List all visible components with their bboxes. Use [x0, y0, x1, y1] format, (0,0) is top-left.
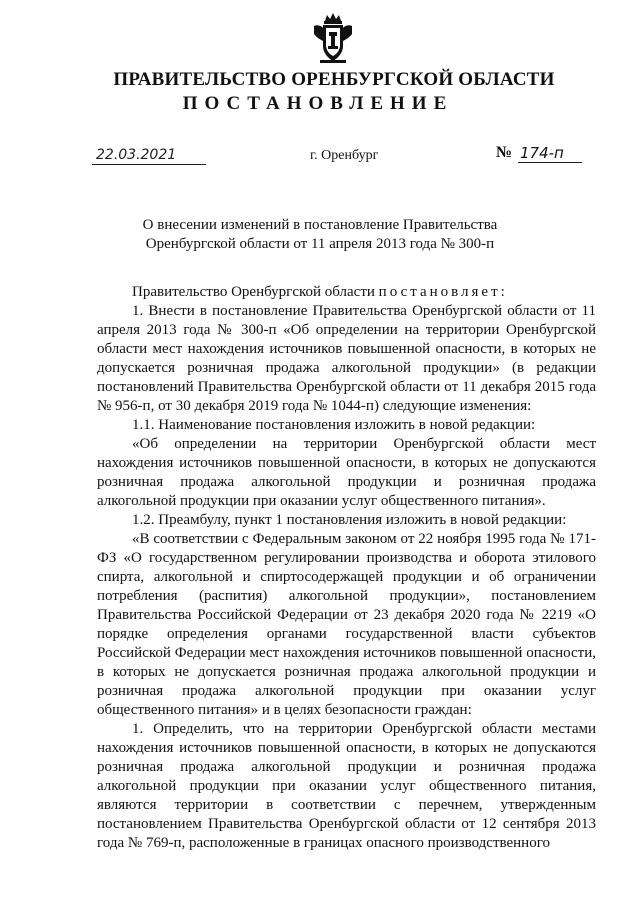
- number-sign: №: [496, 144, 513, 161]
- document-subject: [0, 216, 640, 254]
- paragraph: 1. Определить, что на территории Оренбургской области местами нахождения источников повышенной опасности, в которых не допускаются розничная продажа алкогольной продукции и розничная продажа алкогольной продукции при оказании услуг общественного питания, являются территории в соответствии с перечнем, утвержденным постановлением Правительства Оренбургской области от 12 сентября 2013 года № 769-п, расположенные в границах опасного производственного: [97, 721, 596, 851]
- intro-prefix: Правительство Оренбургской области: [132, 284, 375, 300]
- document-number: 174-п: [518, 144, 582, 163]
- paragraph: 1.1. Наименование постановления изложить в новой редакции:: [132, 417, 536, 433]
- subject-line-1: О внесении изменений в постановление Правительства: [142, 217, 498, 233]
- intro-suffix: :: [500, 284, 505, 300]
- paragraph: «Об определении на территории Оренбургской области мест нахождения источников повышенной опасности, в которых не допускаются розничная продажа алкогольной продукции и розничная продажа алкогольной продукции при оказании услуг общественного питания».: [97, 436, 596, 509]
- paragraph: 1. Внести в постановление Правительства Оренбургской области от 11 апреля 2013 года № 300-п «Об определении на территории Оренбургской области мест нахождения источников повышенной опасности, в которых не допускается розничная продажа алкогольной продукции» (в редакции постановлений Правительства Оренбургской области от 11 декабря 2015 года № 956-п, от 30 декабря 2019 года № 1044-п) следующие изменения:: [97, 303, 596, 414]
- document-date: 22.03.2021: [92, 146, 206, 165]
- document-city: г. Оренбург: [310, 148, 379, 163]
- intro-paragraph: [97, 283, 596, 302]
- paragraph: «В соответствии с Федеральным законом от 22 ноября 1995 года № 171-ФЗ «О государственном регулировании производства и оборота этилового спирта, алкогольной и спиртосодержащей продукции и об ограничении потребления (распития) алкогольной продукции», постановлением Правительства Российской Федерации от 23 декабря 2020 года № 2219 «О порядке определения органами государственной власти субъектов Российской Федерации мест нахождения источников повышенной опасности, в которых не допускается розничная продажа алкогольной продукции и розничная продажа алкогольной продукции при оказании услуг общественного питания» и в целях безопасности граждан:: [97, 531, 596, 718]
- intro-verb: постановляет: [378, 284, 501, 300]
- document-type: ПОСТАНОВЛЕНИЕ: [182, 93, 454, 114]
- document-body: [97, 283, 596, 853]
- paragraph: 1.2. Преамбулу, пункт 1 постановления изложить в новой редакции:: [132, 512, 567, 528]
- document-number-block: [496, 144, 584, 164]
- subject-line-2: Оренбургской области от 11 апреля 2013 года № 300-п: [145, 236, 495, 252]
- government-title: ПРАВИТЕЛЬСТВО ОРЕНБУРГСКОЙ ОБЛАСТИ: [113, 69, 555, 90]
- coat-of-arms-icon: [312, 12, 354, 64]
